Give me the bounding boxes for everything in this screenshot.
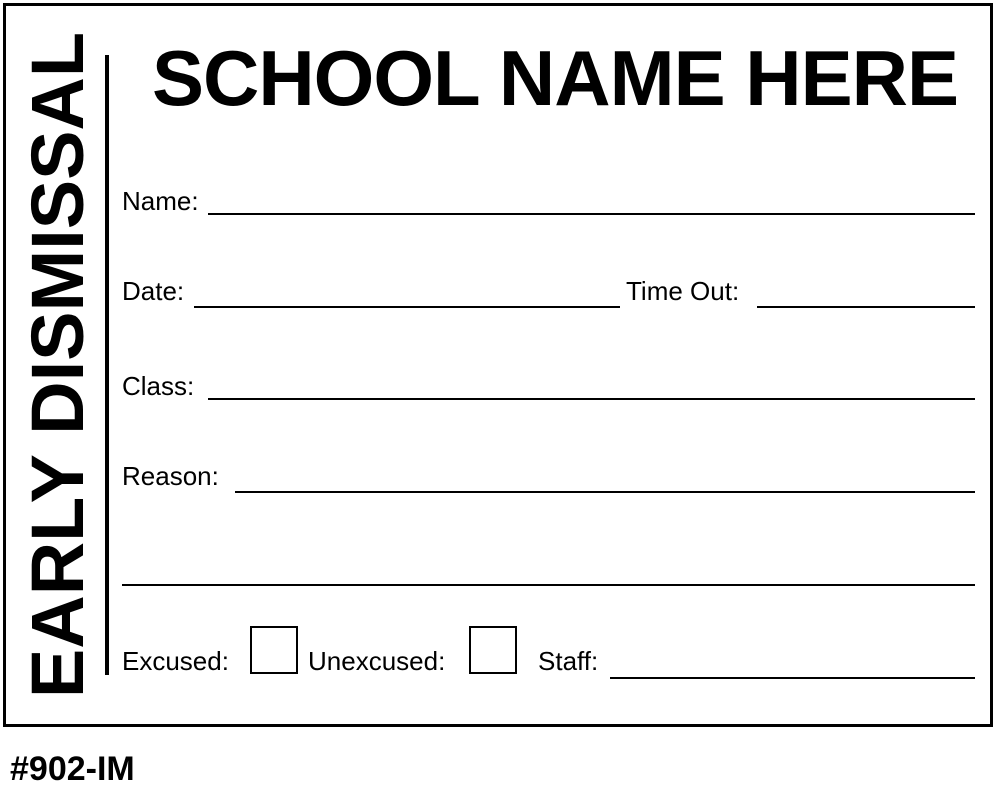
item-code: #902-IM <box>10 750 135 788</box>
time-out-label: Time Out: <box>626 276 740 306</box>
reason-continuation-line[interactable] <box>122 584 975 586</box>
side-title-container <box>16 31 99 699</box>
date-field-line[interactable] <box>194 306 620 308</box>
early-dismissal-vertical-title: EARLY DISMISSAL <box>16 31 99 699</box>
reason-field-line[interactable] <box>235 491 975 493</box>
class-field-line[interactable] <box>208 398 975 400</box>
excused-checkbox[interactable] <box>250 626 298 674</box>
staff-field-line[interactable] <box>610 677 975 679</box>
unexcused-label: Unexcused: <box>308 646 446 676</box>
time-out-field-line[interactable] <box>757 306 975 308</box>
name-field-line[interactable] <box>208 213 975 215</box>
staff-label: Staff: <box>538 646 599 676</box>
unexcused-checkbox[interactable] <box>469 626 517 674</box>
class-label: Class: <box>122 371 195 401</box>
date-label: Date: <box>122 276 185 306</box>
excused-label: Excused: <box>122 646 229 676</box>
reason-label: Reason: <box>122 461 219 491</box>
side-divider-rule <box>105 55 109 675</box>
name-label: Name: <box>122 186 199 216</box>
school-name-heading: SCHOOL NAME HERE <box>152 34 958 122</box>
